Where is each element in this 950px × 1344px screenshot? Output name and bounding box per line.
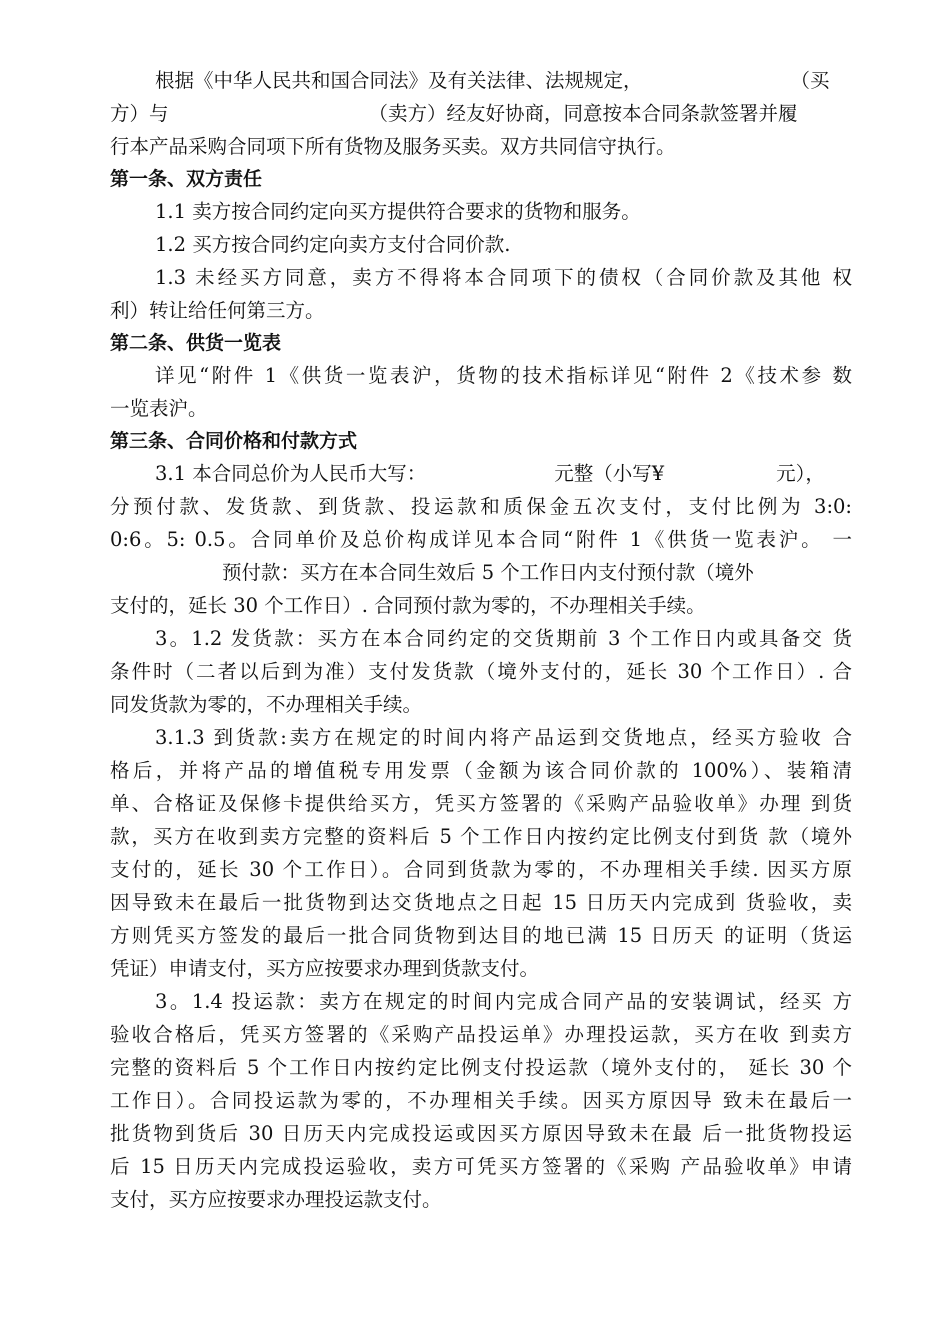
article-3-heading: 第三条、合同价格和付款方式 [110, 430, 358, 452]
total-price-end: 元）， [776, 462, 825, 485]
clause-1-3-line-1: 1.3 未经买方同意，卖方不得将本合同项下的债权（合同价款及其他 权 [155, 266, 852, 289]
clause-3-1-4-line-3: 完整的资料后 5 个工作日内按约定比例支付投运款（境外支付的， 延长 30 个 [110, 1056, 852, 1079]
contract-page [110, 64, 852, 1216]
clause-3-1-line-2: 分预付款、发货款、到货款、投运款和质保金五次支付，支付比例为 3:0: [110, 495, 852, 518]
clause-3-1-3-line-7: 方则凭买方签发的最后一批合同货物到达目的地已满 15 日历天 的证明（货运 [110, 924, 852, 947]
clause-3-1-4-line-2: 验收合格后，凭买方签署的《采购产品投运单》办理投运款，买方在收 到卖方 [110, 1023, 852, 1046]
clause-3-1-4-line-5: 批货物到货后 30 日历天内完成投运或因买方原因导致未在最 后一批货物投运 [110, 1122, 852, 1145]
article-2-heading: 第二条、供货一览表 [110, 332, 282, 354]
total-price-label: 3.1 本合同总价为人民币大写： [155, 462, 427, 485]
clause-3-1-4-line-6: 后 15 日历天内完成投运验收，卖方可凭买方签署的《采购 产品验收单》申请 [110, 1155, 852, 1178]
preamble-line-2 [110, 97, 852, 130]
preamble-line-3: 行本产品采购合同项下所有货物及服务买卖。双方共同信守执行。 [110, 135, 676, 158]
preamble-text: （卖方）经友好协商，同意按本合同条款签署并履 [368, 102, 798, 125]
clause-1-3-line-2: 利）转让给任何第三方。 [110, 299, 325, 322]
clause-1-2: 1.2 买方按合同约定向卖方支付合同价款. [155, 233, 511, 256]
buyer-label-end: 方）与 [110, 102, 169, 125]
clause-3-1-4-line-7: 支付，买方应按要求办理投运款支付。 [110, 1188, 442, 1211]
clause-3-1-3-line-5: 支付的，延长 30 个工作日）。合同到货款为零的，不办理相关手续. 因买方原 [110, 858, 852, 881]
clause-3-1-4-line-4: 工作日）。合同投运款为零的，不办理相关手续。因买方原因导 致未在最后一 [110, 1089, 852, 1112]
clause-3-1-2-line-3: 同发货款为零的，不办理相关手续。 [110, 693, 423, 716]
clause-3-1-line-1 [110, 457, 852, 490]
clause-3-1-1-line-1: 预付款：买方在本合同生效后 5 个工作日内支付预付款（境外 [222, 561, 754, 584]
buyer-label: （买 [790, 69, 830, 92]
clause-3-1-2-line-1: 3。1.2 发货款：买方在本合同约定的交货期前 3 个工作日内或具备交 货 [155, 627, 852, 650]
clause-3-1-3-line-8: 凭证）申请支付，买方应按要求办理到货款支付。 [110, 957, 540, 980]
clause-3-1-2-line-2: 条件时（二者以后到为准）支付发货款（境外支付的，延长 30 个工作日）. 合 [110, 660, 852, 683]
clause-3-1-3-line-2: 格后，并将产品的增值税专用发票（金额为该合同价款的 100%）、装箱清 [110, 759, 852, 782]
clause-3-1-3-line-6: 因导致未在最后一批货物到达交货地点之日起 15 日历天内完成到 货验收，卖 [110, 891, 852, 914]
clause-1-1: 1.1 卖方按合同约定向买方提供符合要求的货物和服务。 [155, 200, 641, 223]
clause-3-1-line-3: 0:6。5: 0.5。合同单价及总价构成详见本合同“附件 1《供货一览表沪。 一 [110, 528, 852, 551]
clause-3-1-3-line-1: 3.1.3 到货款:卖方在规定的时间内将产品运到交货地点，经买方验收 合 [155, 726, 852, 749]
article-1-heading: 第一条、双方责任 [110, 168, 263, 190]
preamble-text: 根据《中华人民共和国合同法》及有关法律、法规规定， [155, 69, 643, 92]
clause-3-1-1-line-2: 支付的，延长 30 个工作日）. 合同预付款为零的，不办理相关手续。 [110, 594, 706, 617]
preamble-line-1 [110, 64, 852, 97]
total-price-yuan: 元整（小写¥ [554, 462, 665, 485]
article-2-line-2: 一览表沪。 [110, 397, 208, 420]
clause-3-1-4-line-1: 3。1.4 投运款：卖方在规定的时间内完成合同产品的安装调试，经买 方 [155, 990, 852, 1013]
clause-3-1-3-line-3: 单、合格证及保修卡提供给买方，凭买方签署的《采购产品验收单》办理 到货 [110, 792, 852, 815]
article-2-line-1: 详见“附件 1《供货一览表沪，货物的技术指标详见“附件 2《技术参 数 [155, 364, 852, 387]
clause-3-1-3-line-4: 款，买方在收到卖方完整的资料后 5 个工作日内按约定比例支付到货 款（境外 [110, 825, 852, 848]
